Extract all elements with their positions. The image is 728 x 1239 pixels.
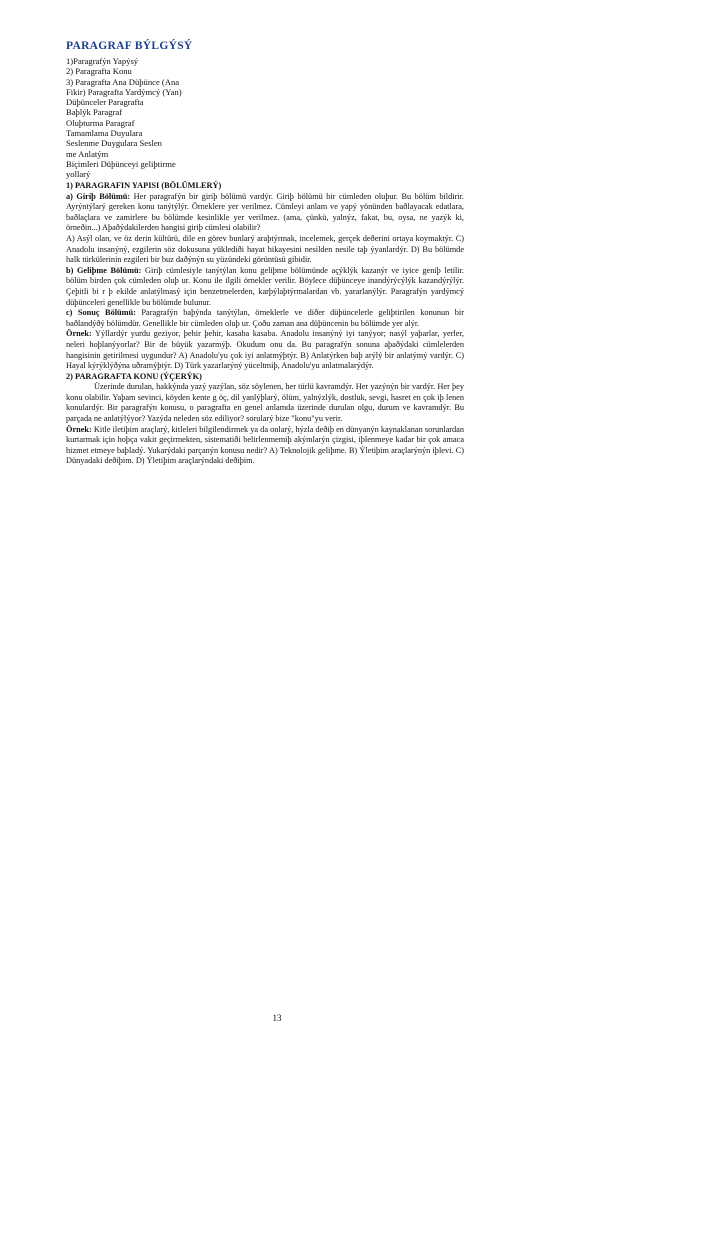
page-title: PARAGRAF BÝLGÝSÝ [66,40,193,52]
paragraph-intro-section [66,192,464,234]
toc-item: Biçimleri Düþünceyi geliþtirme [66,158,176,169]
toc-item: yollarý [66,169,91,180]
toc-item: Baþlýk Paragraf [66,107,123,118]
section-heading-structure: 1) PARAGRAFIN YAPISI (BÖLÜMLERÝ) [66,181,222,190]
toc-item: Tamamlama Duyulara [66,128,143,139]
label-example-1: Örnek: [66,329,92,339]
paragraph-intro-options: A) Asýl olan, ve öz derin kültürü, dile en görev bunlarý araþtýrmak, incelemek, gerçek deðerini ortaya koymaktýr. C) Anadolu insanýný, ezgilerin söz dokusuna yüklediði hayat hikayesini nesilden nesile taþ ýyanlardýr. D) Bu bölümde halk türkülerinin ezgileri bir buz daðýnýn su yüzündeki görüntüsü gibidir. [66,233,464,265]
label-conclusion: c) Sonuç Bölümü: [66,308,136,318]
label-example-2: Örnek: [66,424,92,434]
paragraph-example-2 [66,425,464,467]
text-intro: Her paragrafýn bir giriþ bölümü vardýr. Giriþ bölümü bir cümleden oluþur. Bu bölüm bildirir. Ayrýntýlarý gereken konu tanýtýlýr. Örneklere yer verilmez. Cümleyi anlam ve yapý yönünden baðlayacak edatlara, baðlaçlara ve zamirlere bu bölümde kesinlikle yer verilmez. (ama, çünkü, yalnýz, fakat, bu, oysa, ne yazýk ki, örneðin...) Aþaðýdakilerden hangisi giriþ cümlesi olabilir? [66,191,465,233]
toc-item: Oluþturma Paragraf [66,117,135,128]
toc-item: me Anlatým [66,148,109,159]
toc-item: 1)Paragrafýn Yapýsý [66,56,139,66]
text-development: Giriþ cümlesiyle tanýtýlan konu geliþme bölümünde açýklýk kazanýr ve iyice geniþ letilir. bölüm birden çok cümleden oluþ ur. Konu ile ilgili örnekler verilir. Böylece düþünceye inandýrýcýlýk kazandýrýlýr. Çeþitli bi r þ ekilde anlatýlmasý için benzetmelerden, karþýlaþtýrmalardan vb. yararlanýlýr. Paragrafýn yardýmcý düþünceleri genellikle bu bölümde bulunur. [66,265,465,307]
toc-item: Düþünceler Paragrafta [66,97,144,108]
text-conclusion: Paragrafýn baþýnda tanýtýlan, örneklerle ve diðer düþüncelerle geliþtirilen konunun bir baðlandýðý bölümdür. Genellikle bir cümleden oluþ ur. Çoðu zaman ana düþüncenin bu bölümde yer alýr. [66,308,464,328]
label-intro: a) Giriþ Bölümü: [66,191,131,201]
page-number: 13 [272,1013,282,1023]
paragraph-topic-definition: Üzerinde durulan, hakkýnda yazý yazýlan, söz söylenen, her türlü kavramdýr. Her yazýnýn bir vardýr. Her þey konu olabilir. Yaþam sevinci, köyden kente g öç, dil yanlýþlarý, ölüm, yalnýzlýk, dostluk, sevgi, hasret en çok iþ lenen konulardýr. Bir paragrafýn konusu, o paragrafta en genel anlamda üzerinde durulan olgu, durum ve kavramdýr. Bu parçada ne anlatýlýyor? Yazýda neleden söz ediliyor? sorularý bize "konu"yu verir. [66,382,464,424]
toc-item: Fikir) Paragrafta Yardýmcý (Yan) [66,86,182,97]
label-development: b) Geliþme Bölümü: [66,265,142,275]
paragraph-development-section [66,266,464,308]
toc-item: Seslenme Duygulara Seslen [66,138,162,149]
paragraph-example-1 [66,329,464,371]
document-body [66,181,464,467]
text-example-1: Yýllardýr yurdu geziyor, þehir þehir, kasaba kasaba. Anadolu insanýný iyi tanýyor; nasýl yaþarlar, yerler, neleri hoþlanýyorlar? Bir de büyük yazarmýþ. Okudum onu da. Bu paragrafýn sonuna aþaðýdaki cümlelerden hangisinin getirilmesi uygundur? A) Anadolu'yu çok iyi anlatmýþtýr. B) Anlatýrken baþ arýlý bir anlatýmý vardýr. C) Hayal kýrýklýðýna uðramýþtýr. D) Türk yazarlarýný yüceltmiþ, Anadolu'yu anlatmalarýdýr. [66,329,464,371]
toc-item: 2) Paragrafta Konu [66,66,132,77]
toc-item: 3) Paragrafta Ana Düþünce (Ana [66,76,180,87]
text-example-2: Kitle iletiþim araçlarý, kitleleri bilgilendirmek ya da onlarý, hýzla deðiþ en dünyanýn kaynaklanan sorunlardan kurtarmak için hoþça vakit geçirmekten, sistematiði belirlenmemiþ akýmlarýn çizgisi, iþlenmeye kadar bir çok amaca hizmet etmeye baþladý. Yukarýdaki parçanýn konusu nedir? A) Teknolojik geliþme. B) Ýletiþim araçlarýnýn iþlevi. C) Dünyadaki deðiþim. D) Ýletiþim araçlarýndaki deðiþim. [66,424,465,466]
table-of-contents [66,56,266,180]
paragraph-conclusion-section [66,308,464,329]
section-heading-topic: 2) PARAGRAFTA KONU (ÝÇERÝK) [66,371,202,381]
